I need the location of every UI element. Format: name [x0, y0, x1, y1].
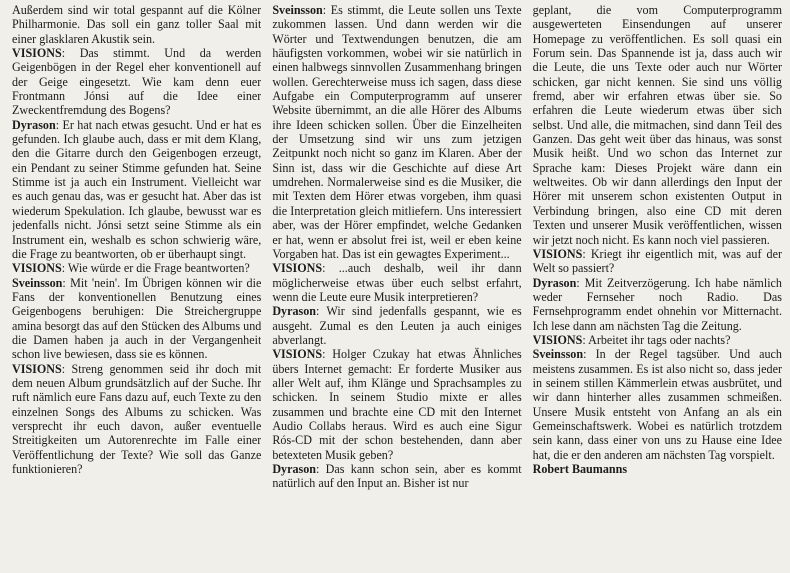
column-2 [272, 3, 521, 573]
interview-paragraph [533, 276, 782, 333]
paragraph-text: : Das stimmt. Und da werden Geigenbögen in der Regel eher konventionell auf der Geige eingesetzt. Wie kam denn euer Frontmann Jónsi auf die Idee einer Zweckentfremdung des Bogens? [12, 46, 262, 118]
paragraph-text: Außerdem sind wir total gespannt auf die Kölner Philharmonie. Das soll ein ganz toller Saal mit einer glasklaren Akustik sein. [12, 3, 262, 46]
paragraph-text: : Wie würde er die Frage beantworten? [61, 261, 250, 276]
interview-paragraph [272, 304, 521, 347]
interview-paragraph [533, 333, 782, 347]
text-columns [12, 3, 782, 573]
paragraph-text: : Mit Zeitverzögerung. Ich habe nämlich weder Fernseher noch Radio. Das Fernsehprogramm endet ohnehin vor Mitternacht. Ich lese dann am nächsten Tag die Zeitung. [532, 275, 782, 333]
paragraph-text: geplant, die vom Computerprogramm ausgewerteten Einsendungen auf unserer Homepage zu veröffentlichen. Es soll quasi ein Forum sein. Das Spannende ist ja, dass auch wir die Leute, die uns Texte oder auch nur Wörter schicken, gar nicht kennen. Sie sind uns völlig fremd, aber wir erfahren etwas über sie. So erfahren die Leute wiederum etwas über sich selbst. Und alle, die mitmachen, sind dann Teil des Ganzen. Das geht weit über das hinaus, was sonst Musik heißt. Und wo schon das Internet zur Sprache kam: Dieses Projekt wäre dann ein weltweites. Ob wir dann allerdings den Input der Hörer mit unserem schon existenten Output in Verbindung bringen, also eine CD mit deren Texten und unserer Musik veröffentlichen, wissen wir jetzt noch nicht. Es kann noch viel passieren. [532, 3, 782, 247]
interview-paragraph [12, 3, 261, 46]
speaker-name: Dyrason [532, 275, 577, 290]
paragraph-text: : Er hat nach etwas gesucht. Und er hat es gefunden. Ich glaube auch, dass er mit dem Klang, den die Gitarre durch den Geigenbogen erzeugt, ein Pendant zu seiner Stimme gefunden hat. Seine Stimme ist ja auch ein Instrument. Vielleicht war es auch genau das, was er gesucht hat. Aber das ist wiederum Spekulation. Ich glaube, bewusst war es jedenfalls nicht. Jónsi setzt seine Stimme als ein Instrument ein, weshalb es schon schwierig wäre, die Frage zu beantworten, ob er überhaupt singt. [12, 117, 262, 261]
speaker-name: Dyrason [272, 462, 317, 476]
speaker-name: VISIONS [272, 347, 323, 362]
paragraph-text: : Kriegt ihr eigentlich mit, was auf der Welt so passiert? [532, 246, 782, 276]
interview-paragraph [12, 261, 261, 275]
speaker-name: Sveinsson [272, 3, 323, 17]
speaker-name: VISIONS [12, 46, 62, 61]
speaker-name: Sveinsson [532, 347, 584, 362]
interview-paragraph [12, 362, 261, 477]
paragraph-text: : Es stimmt, die Leute sollen uns Texte zukommen lassen. Und dann werden wir die Wörter und Textwendungen benutzen, die am häufigsten vorkommen, wobei wir sie natürlich in einen halbwegs sinnvollen Zusammenhang bringen wollen. Gerechterweise muss ich sagen, dass diese Aufgabe ein Computerprogramm auf unserer Website übernimmt, an die alle Hörer des Albums ihre Ideen schicken sollen. Über die Einzelheiten der Umsetzung sind wir uns zum jetzigen Zeitpunkt noch nicht so ganz im Klaren. Aber der Sinn ist, dass wir die Geschichte auf diese Art umdrehen. Normalerweise sind es die Musiker, die mit Texten dem Hörer etwas vorgeben, ihm quasi die Interpretation gleich mitliefern. Uns interessiert aber, was der Hörer empfindet, welche Gedanken er hat, wenn er absolut frei ist, weil er eben keine Vorgaben hat. Das ist ein gewagtes Experiment... [272, 3, 522, 261]
speaker-name: Dyrason [272, 304, 317, 319]
paragraph-text: : In der Regel tagsüber. Und auch meistens zusammen. Es ist also nicht so, dass jeder in seinem stillen Kämmerlein etwas ausbrütet, und wir dann hinterher alles zusammen schmeißen. Unsere Musik entsteht von Anfang an als ein Gemeinschaftswerk. Wobei es natürlich trotzdem sein kann, dass einer von uns zu Hause eine Idee hat, die er den anderen am nächsten Tag vorspielt. [532, 347, 782, 462]
interview-paragraph [272, 3, 521, 261]
interview-paragraph [533, 347, 782, 462]
paragraph-text: : Mit 'nein'. Im Übrigen können wir die Fans der konventionellen Benutzung eines Geigenbogens beruhigen: Die Streichergruppe amina besorgt das auf den Stücken des Albums und die Damen haben ja auch in der Vergangenheit schon live bewiesen, dass sie es können. [12, 275, 262, 362]
author-byline: Robert Baumanns [532, 462, 628, 476]
interview-paragraph [533, 3, 782, 247]
interview-paragraph [272, 261, 521, 304]
paragraph-text: : Wir sind jedenfalls gespannt, wie es ausgeht. Zumal es den Leuten ja auch einiges abverlangt. [272, 304, 522, 347]
paragraph-text: : ...auch deshalb, weil ihr dann möglicherweise etwas über euch selbst erfahrt, wenn die Leute eure Musik interpretieren? [272, 261, 522, 304]
speaker-name: VISIONS [272, 261, 323, 276]
paragraph-text: : Holger Czukay hat etwas Ähnliches übers Internet gemacht: Er forderte Musiker aus aller Welt auf, ihm Klänge und Sprachsamples zu schicken. In seinem Studio mixte er alles zusammen und brachte eine CD mit den Internet Audio Collabs heraus. Wird es auch eine Sigur Rós-CD mit der schon bestehenden, dann aber betexteten Musik geben? [272, 347, 522, 462]
interview-paragraph [12, 46, 261, 118]
interview-paragraph [533, 247, 782, 276]
speaker-name: VISIONS [532, 246, 583, 261]
interview-paragraph [12, 118, 261, 261]
speaker-name: VISIONS [532, 332, 583, 347]
column-1 [12, 3, 261, 573]
paragraph-text: : Das kann schon sein, aber es kommt natürlich auf den Input an. Bisher ist nur [272, 462, 522, 491]
interview-paragraph [272, 347, 521, 462]
paragraph-text: : Streng genommen seid ihr doch mit dem neuen Album grundsätzlich auf der Suche. Ihr ruft nämlich eure Fans dazu auf, euch Texte zu den einzelnen Songs des Albums zu schicken. Was versprecht ihr euch davon, außer eventuelle Streitigkeiten um Autorenrechte im Falle einer Veröffentlichung der Texte? Wie soll das Ganze funktionieren? [12, 361, 262, 476]
speaker-name: VISIONS [12, 361, 62, 376]
interview-paragraph [12, 276, 261, 362]
interview-paragraph [272, 462, 521, 491]
paragraph-text: : Arbeitet ihr tags oder nachts? [582, 332, 731, 347]
speaker-name: VISIONS [12, 261, 62, 276]
speaker-name: Dyrason [12, 117, 56, 132]
column-3 [533, 3, 782, 573]
speaker-name: Sveinsson [12, 275, 63, 290]
